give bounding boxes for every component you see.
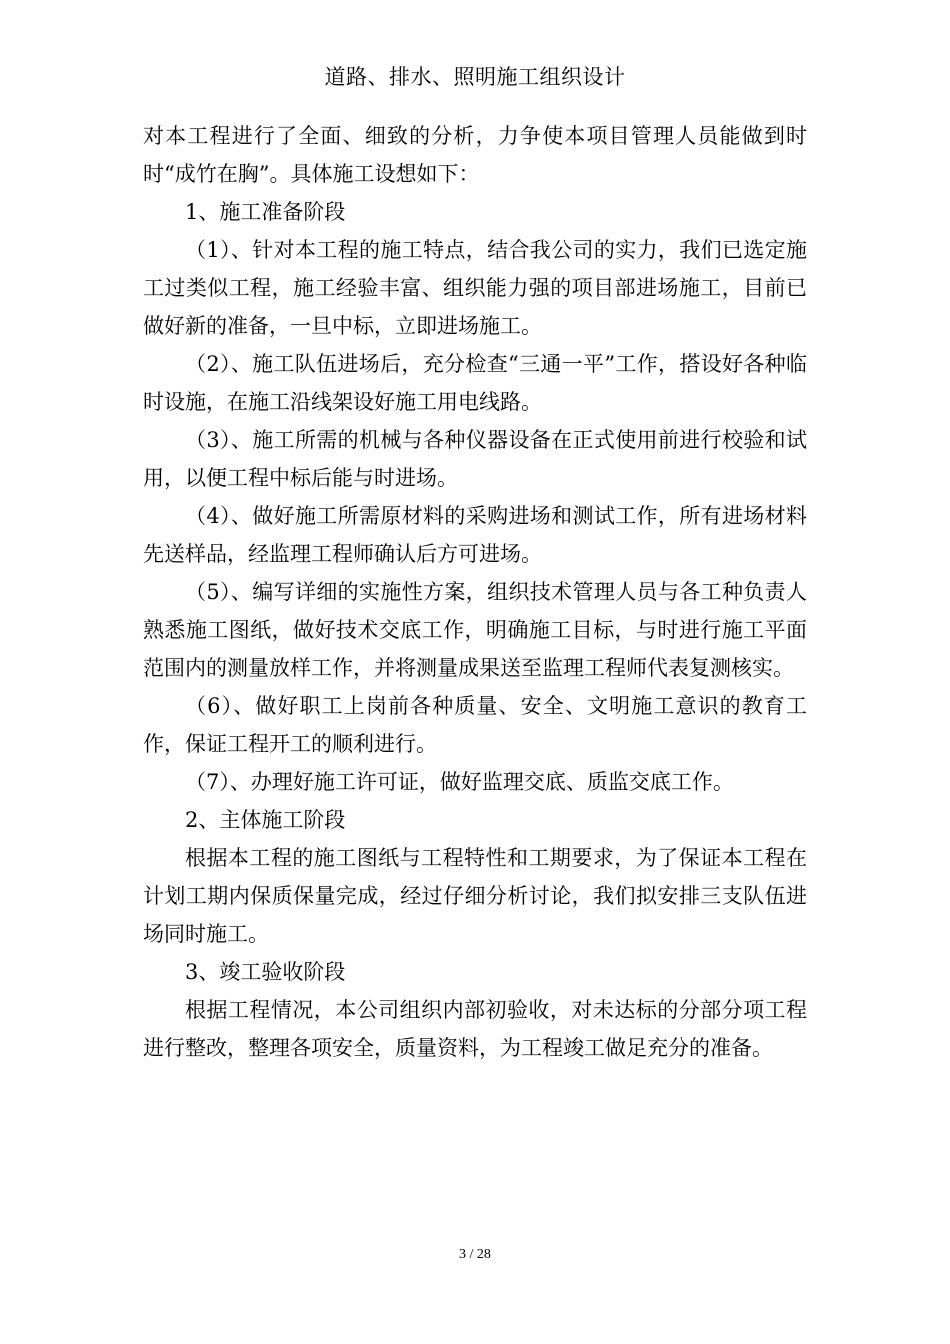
section-heading: 2、主体施工阶段 [185,808,346,832]
document-body [143,117,807,1067]
body-paragraph: （6）、做好职工上岗前各种质量、安全、文明施工意识的教育工作，保证工程开工的顺利进行。 [143,694,807,756]
body-paragraph: （4）、做好施工所需原材料的采购进场和测试工作，所有进场材料先送样品，经监理工程师确认后方可进场。 [143,504,807,566]
page-header-title: 道路、排水、照明施工组织设计 [324,65,626,89]
body-paragraph: （1）、针对本工程的施工特点，结合我公司的实力，我们已选定施工过类似工程，施工经验丰富、组织能力强的项目部进场施工，目前已做好新的准备，一旦中标，立即进场施工。 [143,238,807,338]
body-paragraph: 根据工程情况，本公司组织内部初验收，对未达标的分部分项工程进行整改，整理各项安全，质量资料，为工程竣工做足充分的准备。 [143,998,807,1060]
body-paragraph: 对本工程进行了全面、细致的分析，力争使本项目管理人员能做到时时“成竹在胸”。具体施工设想如下： [143,124,807,186]
section-heading: 3、竣工验收阶段 [185,960,346,984]
section-heading: 1、施工准备阶段 [185,200,346,224]
body-paragraph: （7）、办理好施工许可证，做好监理交底、质监交底工作。 [185,770,734,794]
body-paragraph: 根据本工程的施工图纸与工程特性和工期要求，为了保证本工程在计划工期内保质保量完成，经过仔细分析讨论，我们拟安排三支队伍进场同时施工。 [143,846,807,946]
body-paragraph: （2）、施工队伍进场后，充分检查“三通一平”工作，搭设好各种临时设施，在施工沿线架设好施工用电线路。 [143,352,807,414]
body-paragraph: （5）、编写详细的实施性方案，组织技术管理人员与各工种负责人熟悉施工图纸，做好技术交底工作，明确施工目标，与时进行施工平面范围内的测量放样工作，并将测量成果送至监理工程师代表复测核实。 [143,580,807,680]
body-paragraph: （3）、施工所需的机械与各种仪器设备在正式使用前进行校验和试用，以便工程中标后能与时进场。 [143,428,807,490]
page-number: 3 / 28 [459,1247,491,1262]
